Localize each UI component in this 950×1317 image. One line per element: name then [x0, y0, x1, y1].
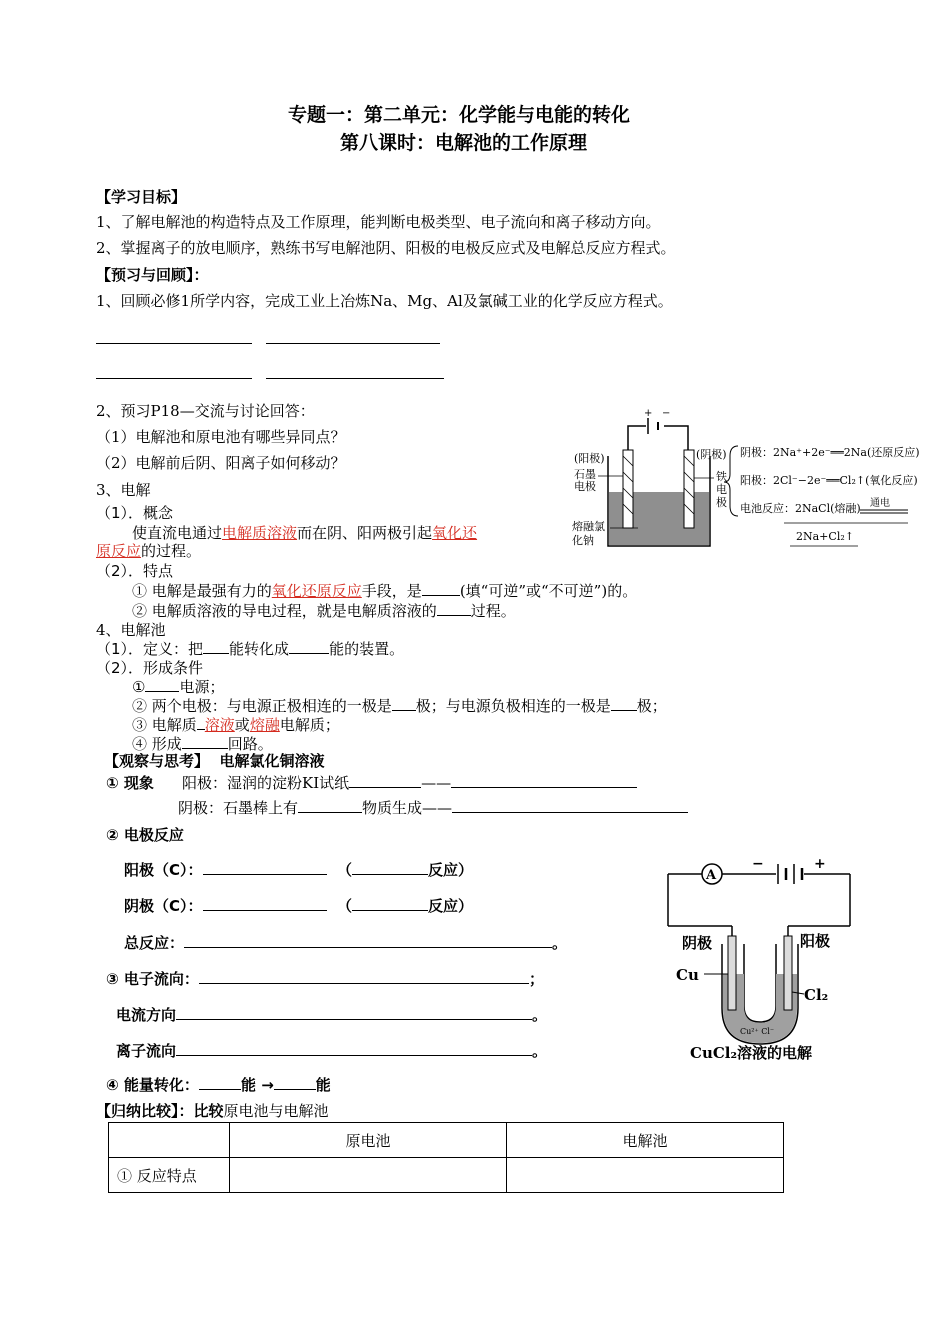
- graphite-label: 石墨: [574, 468, 596, 481]
- preview-q2: （2）电解前后阴、阳离子如何移动？: [96, 454, 346, 472]
- anode-equation: 阳极：2Cl⁻−2e⁻══Cl₂↑(氧化反应): [740, 474, 918, 487]
- anode-rod: [784, 936, 792, 1010]
- anode-tag: (阳极): [574, 452, 605, 465]
- fill-blank: [176, 1041, 532, 1056]
- cl2-label: Cl₂: [804, 986, 829, 1004]
- answer-line: [266, 378, 444, 379]
- answer-line: [96, 378, 252, 379]
- preview-item-1: 1、回顾必修1所学内容，完成工业上冶炼Na、Mg、Al及氯碱工业的化学反应方程式。: [96, 292, 673, 310]
- fill-blank: [437, 601, 471, 616]
- cucl2-diagram: [664, 848, 856, 1066]
- table-header: 电解池: [507, 1123, 784, 1158]
- concept-answer-1: 电解质溶液: [222, 524, 298, 542]
- cu-label: Cu: [676, 966, 699, 984]
- fill-blank: [199, 969, 529, 984]
- goals-heading: 【学习目标】: [96, 188, 187, 206]
- iron-label-2: 电: [716, 483, 727, 496]
- fill-blank: [176, 1005, 532, 1020]
- feature-1: ① 电解是最强有力的氧化还原反应手段，是 (填“可逆”或“不可逆”)的。: [132, 582, 638, 600]
- cathode-equation: 阴极：2Na⁺+2e⁻══2Na(还原反应): [740, 446, 920, 459]
- cathode-reaction: 阴极（C）： （ 反应）: [124, 897, 473, 915]
- table-cell: ① 反应特点: [109, 1158, 230, 1193]
- total-equation: 电池反应：2NaCl(熔融): [740, 502, 861, 515]
- phenomenon-label: ① 现象: [106, 774, 154, 792]
- cell-definition: （1）．定义：把 能转化成 能的装置。: [96, 640, 405, 658]
- ion-labels: Cu²⁺ Cl⁻: [740, 1027, 775, 1036]
- table-row: [109, 1123, 784, 1158]
- feature-2: ② 电解质溶液的导电过程，就是电解质溶液的 过程。: [132, 602, 516, 620]
- anode-observation: 阳极：湿润的淀粉KI试纸 ——: [182, 772, 637, 793]
- electrolysis-heading: 3、电解: [96, 481, 151, 499]
- minus-sign: −: [752, 856, 764, 872]
- preview-item-2: 2、预习P18—交流与讨论回答：: [96, 402, 315, 420]
- iron-label-3: 极: [716, 496, 727, 509]
- electrode-label: 电极: [574, 480, 596, 493]
- table-header: 原电池: [230, 1123, 507, 1158]
- fill-blank: [145, 677, 179, 692]
- fill-blank: [392, 696, 416, 711]
- ion-flow: 离子流向 。: [116, 1042, 548, 1060]
- fill-blank: [422, 581, 460, 596]
- table-cell: [109, 1123, 230, 1158]
- table-row: [109, 1158, 784, 1193]
- fill-blank: [184, 933, 552, 948]
- compare-heading: 【归纳比较】：比较原电池与电解池: [96, 1102, 329, 1120]
- fill-blank: [452, 798, 688, 813]
- concept-answer-2: 氧化还: [432, 524, 478, 542]
- cathode-tag: (阴极): [696, 448, 727, 461]
- goal-item-1: 1、了解电解池的构造特点及工作原理，能判断电极类型、电子流向和离子移动方向。: [96, 213, 661, 231]
- page-title: 专题一：第二单元：化学能与电能的转化: [288, 104, 631, 126]
- feature-label: （2）．特点: [96, 562, 174, 580]
- cathode-rod: [728, 936, 736, 1010]
- energy-conversion: ④ 能量转化： 能 → 能: [106, 1076, 331, 1094]
- ammeter-label: A: [706, 868, 717, 883]
- page-subtitle: 第八课时：电解池的工作原理: [340, 132, 588, 154]
- fill-blank: [274, 1075, 316, 1090]
- goal-item-2: 2、掌握离子的放电顺序，熟练书写电解池阴、阳极的电极反应式及电解总反应方程式。: [96, 239, 676, 257]
- condition-3: ③ 电解质 溶液或熔融电解质；: [132, 716, 340, 734]
- fill-blank: [611, 696, 637, 711]
- minus-sign: −: [662, 408, 671, 419]
- concept-line-2: 原反应的过程。: [96, 542, 202, 560]
- cell-heading: 4、电解池: [96, 621, 166, 639]
- condition-1: ① 电源；: [132, 678, 225, 696]
- fill-blank: [289, 639, 329, 654]
- condition-label: （2）．形成条件: [96, 659, 204, 677]
- fill-blank: [182, 734, 228, 749]
- fill-blank: [298, 798, 362, 813]
- molten-nacl-diagram: [568, 406, 940, 554]
- electrode-label: ② 电极反应: [106, 826, 184, 844]
- fill-blank: [203, 896, 327, 911]
- preview-heading: 【预习与回顾】：: [96, 266, 209, 284]
- products: 2Na+Cl₂↑: [796, 530, 854, 543]
- fill-blank: [199, 1075, 241, 1090]
- compare-table: [108, 1122, 784, 1193]
- cathode-label: 阴极: [682, 934, 713, 952]
- fill-blank: [352, 860, 428, 875]
- condition-2: ② 两个电极：与电源正极相连的一极是 极；与电源负极相连的一极是 极；: [132, 697, 667, 715]
- anode-label: 阳极: [800, 932, 831, 950]
- fill-blank: [203, 639, 229, 654]
- molten-label-2: 化钠: [572, 534, 594, 547]
- plus-sign: +: [644, 408, 653, 419]
- fill-blank: [451, 773, 637, 788]
- condition-label: 通电: [870, 498, 890, 509]
- fill-blank: [349, 773, 421, 788]
- diagram-caption: CuCl₂溶液的电解: [690, 1044, 813, 1062]
- preview-q1: （1）电解池和原电池有哪些异同点？: [96, 428, 346, 446]
- table-cell: [230, 1158, 507, 1193]
- total-reaction: 总反应： 。: [124, 934, 568, 952]
- concept-label: （1）．概念: [96, 504, 174, 522]
- concept-line-1: 使直流电通过电解质溶液而在阴、阳两极引起氧化还: [132, 524, 478, 542]
- answer-line: [96, 343, 252, 344]
- plus-sign: +: [814, 856, 826, 872]
- table-cell: [507, 1158, 784, 1193]
- cathode-observation: 阴极：石墨棒上有 物质生成——: [178, 797, 688, 818]
- fill-blank: [352, 896, 428, 911]
- observe-heading: 【观察与思考】 电解氯化铜溶液: [104, 752, 325, 770]
- molten-label: 熔融氯: [572, 520, 605, 533]
- current-direction: 电流方向 。: [116, 1006, 548, 1024]
- condition-4: ④ 形成 回路。: [132, 735, 273, 753]
- answer-line: [266, 343, 440, 344]
- anode-reaction: 阳极（C）： （ 反应）: [124, 861, 473, 879]
- fill-blank: [203, 860, 327, 875]
- electron-flow: ③ 电子流向： ；: [106, 970, 544, 988]
- iron-label: 铁: [716, 470, 727, 483]
